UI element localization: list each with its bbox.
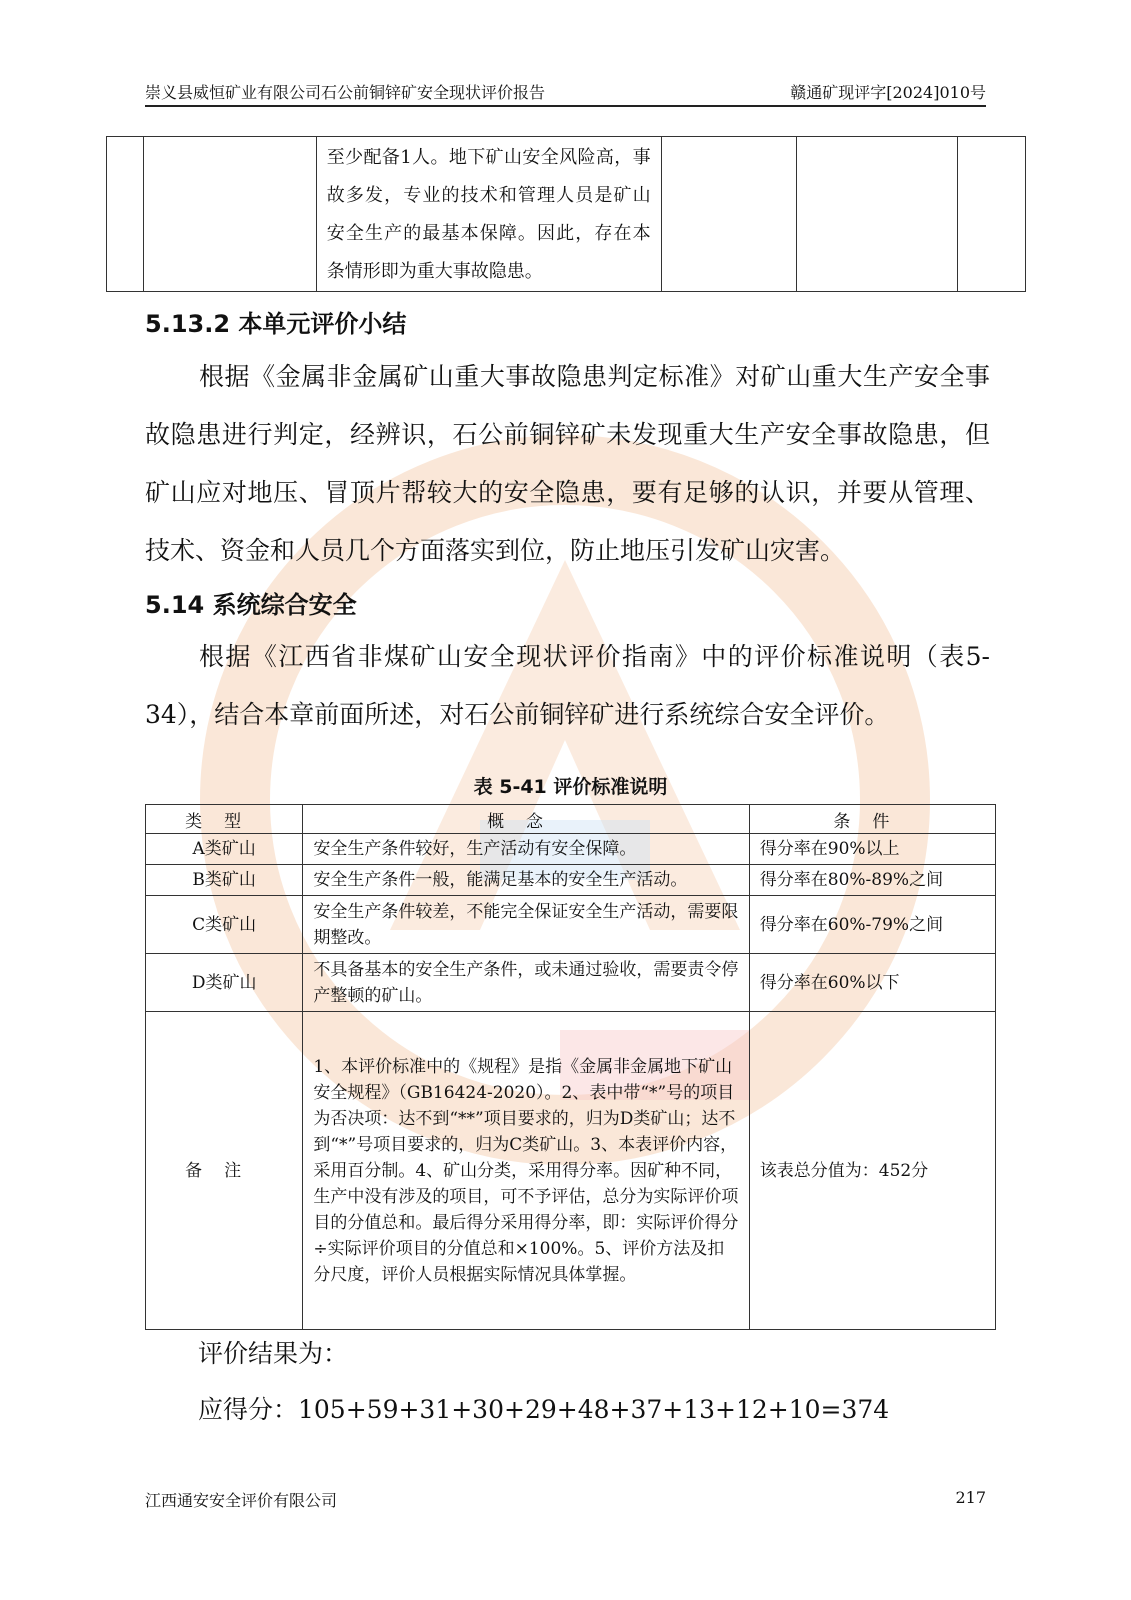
condition-cell: 该表总分值为：452分 xyxy=(749,1012,995,1330)
evaluation-standard-table xyxy=(145,804,996,1330)
table-cell xyxy=(316,137,661,292)
type-cell: C类矿山 xyxy=(146,896,303,954)
expected-score: 应得分：105+59+31+30+29+48+37+13+12+10=374 xyxy=(198,1395,890,1424)
report-title: 崇义县威恒矿业有限公司石公前铜锌矿安全现状评价报告 xyxy=(145,83,546,102)
table-caption: 表 5-41 评价标准说明 xyxy=(473,776,668,798)
header-rule xyxy=(145,105,986,107)
concept-cell: 安全生产条件一般，能满足基本的安全生产活动。 xyxy=(303,865,749,896)
concept-cell: 不具备基本的安全生产条件，或未通过验收，需要责令停产整顿的矿山。 xyxy=(303,954,749,1012)
section-heading-5-14: 5.14 系统综合安全 xyxy=(145,591,357,619)
paragraph-summary: 根据《金属非金属矿山重大事故隐患判定标准》对矿山重大生产安全事故隐患进行判定，经辨识，石公前铜锌矿未发现重大生产安全事故隐患，但矿山应对地压、冒顶片帮较大的安全隐患，要有足够的认识，并要从管理、技术、资金和人员几个方面落实到位，防止地压引发矿山灾害。 xyxy=(145,362,990,565)
type-cell: 备注 xyxy=(146,1012,303,1330)
concept-cell: 1、本评价标准中的《规程》是指《金属非金属地下矿山安全规程》（GB16424-2020）。2、表中带“*”号的项目为否决项：达不到“**”项目要求的，归为D类矿山；达不到“*”号项目要求的，归为C类矿山。3、本表评价内容，采用百分制。4、矿山分类，采用得分率。因矿种不同，生产中没有涉及的项目，可不予评估，总分为实际评价项目的分值总和。最后得分采用得分率，即：实际评价得分÷实际评价项目的分值总和×100%。5、评价方法及扣分尺度，评价人员根据实际情况具体掌握。 xyxy=(303,1012,749,1330)
table-cell xyxy=(661,137,796,292)
report-number: 赣通矿现评字[2024]010号 xyxy=(790,83,986,102)
type-cell: D类矿山 xyxy=(146,954,303,1012)
table-row xyxy=(146,834,996,865)
column-header-condition: 条件 xyxy=(749,805,995,834)
table-cell xyxy=(143,137,316,292)
condition-cell: 得分率在90%以上 xyxy=(749,834,995,865)
column-header-type: 类型 xyxy=(146,805,303,834)
page-number: 217 xyxy=(955,1488,986,1507)
table-row xyxy=(107,137,1026,292)
footer-company: 江西通安安全评价有限公司 xyxy=(145,1491,338,1510)
condition-cell: 得分率在60%以下 xyxy=(749,954,995,1012)
table-header-row xyxy=(146,805,996,834)
table-row xyxy=(146,865,996,896)
concept-cell: 安全生产条件较好，生产活动有安全保障。 xyxy=(303,834,749,865)
type-cell: A类矿山 xyxy=(146,834,303,865)
table-row xyxy=(146,896,996,954)
concept-cell: 安全生产条件较差，不能完全保证安全生产活动，需要限期整改。 xyxy=(303,896,749,954)
table-cell xyxy=(107,137,144,292)
type-cell: B类矿山 xyxy=(146,865,303,896)
section-heading-5-13-2: 5.13.2 本单元评价小结 xyxy=(145,310,407,338)
table-row xyxy=(146,1012,996,1330)
paragraph-system-safety: 根据《江西省非煤矿山安全现状评价指南》中的评价标准说明（表5-34），结合本章前面所述，对石公前铜锌矿进行系统综合安全评价。 xyxy=(145,642,990,729)
condition-cell: 得分率在80%-89%之间 xyxy=(749,865,995,896)
table-cell xyxy=(796,137,958,292)
column-header-concept: 概念 xyxy=(303,805,749,834)
results-label: 评价结果为： xyxy=(198,1339,349,1368)
continued-row-text: 至少配备1人。地下矿山安全风险高，事故多发，专业的技术和管理人员是矿山安全生产的最基本保障。因此，存在本条情形即为重大事故隐患。 xyxy=(326,147,651,282)
condition-cell: 得分率在60%-79%之间 xyxy=(749,896,995,954)
continued-table xyxy=(106,136,1026,292)
table-cell xyxy=(958,137,1026,292)
table-row xyxy=(146,954,996,1012)
